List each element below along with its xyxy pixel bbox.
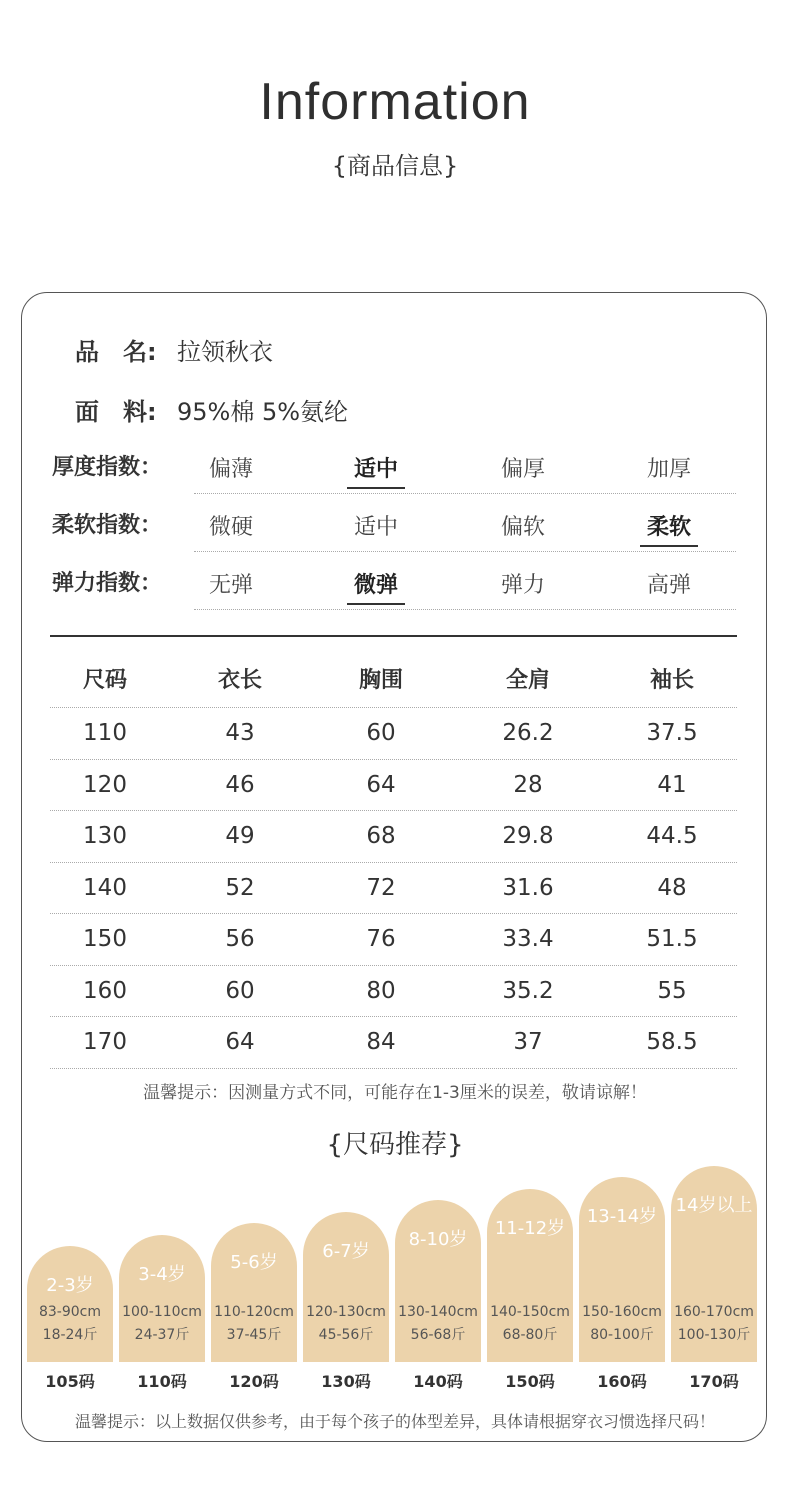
index-option: 偏薄	[208, 457, 253, 482]
product-name-label: 品 名:	[75, 338, 157, 366]
height-range: 120-130cm	[306, 1304, 386, 1320]
weight-range: 37-45斤	[226, 1327, 282, 1343]
weight-range: 68-80斤	[502, 1327, 558, 1343]
table-row	[50, 1017, 737, 1069]
size-recommend-bar	[487, 1189, 573, 1362]
index-option: 微硬	[208, 515, 253, 540]
size-recommend-bar	[671, 1166, 757, 1362]
weight-range: 18-24斤	[42, 1327, 98, 1343]
dotted-divider	[194, 493, 736, 494]
height-range: 83-90cm	[38, 1304, 101, 1320]
table-cell: 29.8	[502, 823, 554, 850]
weight-range: 45-56斤	[318, 1327, 374, 1343]
size-recommend-bar	[27, 1246, 113, 1362]
table-row	[50, 760, 737, 812]
age-label: 11-12岁	[494, 1218, 566, 1240]
table-cell: 55	[657, 977, 687, 1004]
size-code-label: 150码	[505, 1372, 555, 1391]
product-name-row	[75, 332, 273, 367]
weight-range: 56-68斤	[410, 1327, 466, 1343]
size-recommend-bar	[211, 1223, 297, 1362]
index-label: 弹力指数：	[52, 571, 163, 596]
table-header-cell: 衣长	[217, 668, 262, 693]
table-cell: 68	[366, 823, 396, 850]
size-code-label: 170码	[689, 1372, 739, 1391]
index-option-selected: 柔软	[619, 510, 719, 541]
table-cell: 110	[83, 720, 127, 747]
table-cell: 120	[83, 771, 127, 798]
table-cell: 60	[366, 720, 396, 747]
table-cell: 35.2	[502, 977, 554, 1004]
table-cell: 48	[657, 874, 687, 901]
table-cell: 64	[225, 1029, 255, 1056]
index-option: 高弹	[646, 573, 691, 598]
index-option: 适中	[353, 515, 398, 540]
table-cell: 170	[83, 1029, 127, 1056]
age-label: 14岁以上	[675, 1195, 753, 1216]
weight-range: 24-37斤	[134, 1327, 190, 1343]
table-cell: 150	[83, 926, 127, 953]
height-range: 100-110cm	[122, 1304, 202, 1320]
height-range: 140-150cm	[490, 1304, 570, 1320]
table-cell: 51.5	[646, 926, 698, 953]
table-cell: 64	[366, 771, 396, 798]
reference-note: 温馨提示：以上数据仅供参考，由于每个孩子的体型差异，具体请根据穿衣习惯选择尺码！	[74, 1412, 715, 1431]
table-cell: 56	[225, 926, 255, 953]
index-option: 偏软	[500, 515, 545, 540]
page-subtitle: {商品信息}	[331, 152, 459, 180]
age-label: 5-6岁	[230, 1251, 278, 1273]
table-header-cell: 胸围	[358, 668, 403, 693]
table-cell: 72	[366, 874, 396, 901]
weight-range: 100-130斤	[677, 1327, 751, 1343]
table-cell: 140	[83, 874, 127, 901]
index-row	[52, 446, 736, 494]
table-cell: 160	[83, 977, 127, 1004]
index-option: 偏厚	[500, 457, 545, 482]
product-name-value: 拉领秋衣	[177, 338, 273, 366]
size-table	[50, 650, 737, 1069]
height-range: 110-120cm	[214, 1304, 294, 1320]
index-option-selected: 适中	[326, 452, 426, 483]
table-header-cell: 尺码	[82, 668, 127, 693]
page-title: Information	[259, 73, 531, 131]
table-cell: 41	[657, 771, 687, 798]
index-option: 弹力	[500, 573, 545, 598]
age-label: 8-10岁	[408, 1229, 468, 1251]
size-code-label: 110码	[137, 1372, 187, 1391]
height-range: 160-170cm	[674, 1304, 754, 1320]
divider	[50, 635, 737, 637]
table-cell: 28	[513, 771, 543, 798]
recommend-title: {尺码推荐}	[326, 1130, 464, 1160]
table-cell: 49	[225, 823, 255, 850]
index-option: 无弹	[208, 573, 253, 598]
table-row	[50, 863, 737, 915]
material-value: 95%棉 5%氨纶	[177, 398, 349, 426]
dotted-divider	[194, 609, 736, 610]
material-row	[75, 392, 348, 427]
size-code-label: 130码	[321, 1372, 371, 1391]
age-label: 13-14岁	[586, 1206, 658, 1228]
table-cell: 44.5	[646, 823, 698, 850]
table-cell: 46	[225, 771, 255, 798]
table-cell: 80	[366, 977, 396, 1004]
table-header-row	[50, 650, 737, 708]
size-recommend-bar	[579, 1177, 665, 1362]
table-cell: 43	[225, 720, 255, 747]
table-cell: 37.5	[646, 720, 698, 747]
table-row	[50, 811, 737, 863]
table-cell: 130	[83, 823, 127, 850]
size-code-label: 105码	[45, 1372, 95, 1391]
weight-range: 80-100斤	[590, 1327, 654, 1343]
size-code-label: 140码	[413, 1372, 463, 1391]
height-range: 150-160cm	[582, 1304, 662, 1320]
table-row	[50, 966, 737, 1018]
size-recommend-bar	[303, 1212, 389, 1362]
table-header-cell: 全肩	[505, 668, 550, 693]
index-option-selected: 微弹	[326, 568, 426, 599]
index-label: 柔软指数：	[52, 513, 163, 538]
dotted-divider	[194, 551, 736, 552]
table-cell: 58.5	[646, 1029, 698, 1056]
material-label: 面 料:	[75, 398, 157, 426]
table-header-cell: 袖长	[649, 668, 694, 693]
index-option: 加厚	[646, 457, 691, 482]
table-cell: 26.2	[502, 720, 554, 747]
age-label: 3-4岁	[138, 1263, 186, 1285]
size-code-label: 120码	[229, 1372, 279, 1391]
table-cell: 60	[225, 977, 255, 1004]
table-cell: 31.6	[502, 874, 554, 901]
table-cell: 37	[513, 1029, 543, 1056]
height-range: 130-140cm	[398, 1304, 478, 1320]
index-row	[52, 504, 736, 552]
size-recommend-bar	[119, 1235, 205, 1362]
index-row	[52, 562, 736, 610]
size-recommend-bar	[395, 1200, 481, 1362]
table-row	[50, 708, 737, 760]
age-label: 6-7岁	[322, 1240, 370, 1262]
table-row	[50, 914, 737, 966]
age-label: 2-3岁	[46, 1275, 94, 1296]
measure-note: 温馨提示：因测量方式不同，可能存在1-3厘米的误差，敬请谅解！	[143, 1083, 647, 1103]
table-cell: 76	[366, 926, 396, 953]
table-cell: 52	[225, 874, 255, 901]
table-cell: 33.4	[502, 926, 554, 953]
size-code-label: 160码	[597, 1372, 647, 1391]
index-label: 厚度指数：	[52, 455, 163, 480]
table-cell: 84	[366, 1029, 396, 1056]
